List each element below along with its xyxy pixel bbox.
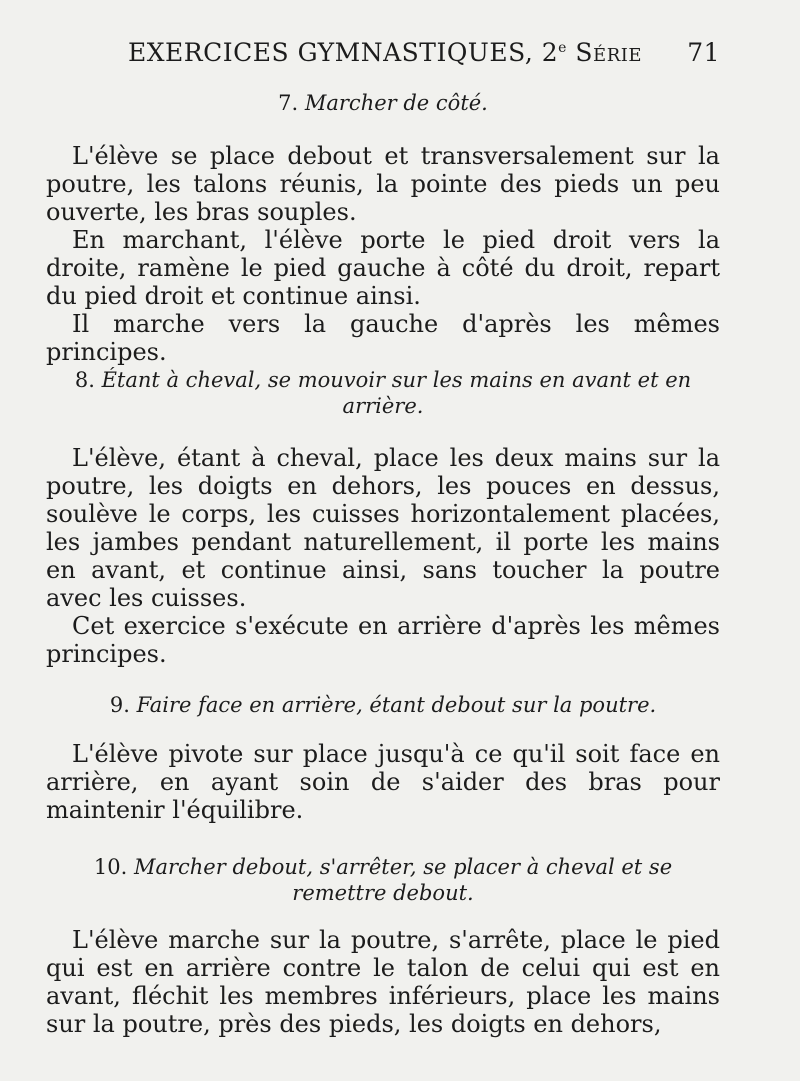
section-title: Marcher debout, s'arrêter, se placer à cheval et se remettre debout. xyxy=(133,855,673,905)
section-heading-9 xyxy=(46,692,720,718)
paragraph: L'élève se place debout et transversalement sur la poutre, les talons réunis, la pointe des pieds un peu ouverte, les bras souples. xyxy=(46,142,720,226)
page-header xyxy=(0,38,800,74)
paragraph: L'élève pivote sur place jusqu'à ce qu'il soit face en arrière, en ayant soin de s'aider des bras pour maintenir l'équilibre. xyxy=(46,740,720,824)
section-number: 7. xyxy=(278,91,299,115)
section-body-7 xyxy=(46,142,720,366)
paragraph: Il marche vers la gauche d'après les mêmes principes. xyxy=(46,310,720,366)
section-body-8 xyxy=(46,444,720,668)
paragraph: L'élève, étant à cheval, place les deux mains sur la poutre, les doigts en dehors, les pouces en dessus, soulève le corps, les cuisses horizontalement placées, les jambes pendant naturellement, il porte les mains en avant, et continue ainsi, sans toucher la poutre avec les cuisses. xyxy=(46,444,720,612)
running-title xyxy=(128,38,642,67)
paragraph: En marchant, l'élève porte le pied droit vers la droite, ramène le pied gauche à côté du droit, repart du pied droit et continue ainsi. xyxy=(46,226,720,310)
page-number: 71 xyxy=(687,38,720,67)
running-title-superscript: e xyxy=(558,40,567,56)
running-title-series: Série xyxy=(575,38,642,67)
section-body-10 xyxy=(46,926,720,1038)
running-title-main: EXERCICES GYMNASTIQUES, 2 xyxy=(128,38,559,67)
section-title: Étant à cheval, se mouvoir sur les mains en avant et en arrière. xyxy=(101,368,692,418)
paragraph: L'élève marche sur la poutre, s'arrête, place le pied qui est en arrière contre le talon de celui qui est en avant, fléchit les membres inférieurs, place les mains sur la poutre, près des pieds, les doigts en dehors, xyxy=(46,926,720,1038)
paragraph: Cet exercice s'exécute en arrière d'après les mêmes principes. xyxy=(46,612,720,668)
section-title: Faire face en arrière, étant debout sur la poutre. xyxy=(136,693,657,717)
section-heading-10 xyxy=(46,854,720,906)
section-number: 9. xyxy=(109,693,130,717)
section-body-9 xyxy=(46,740,720,824)
section-number: 10. xyxy=(93,855,128,879)
section-heading-8 xyxy=(46,367,720,419)
section-number: 8. xyxy=(74,368,95,392)
section-heading-7 xyxy=(46,90,720,116)
section-title: Marcher de côté. xyxy=(304,91,488,115)
